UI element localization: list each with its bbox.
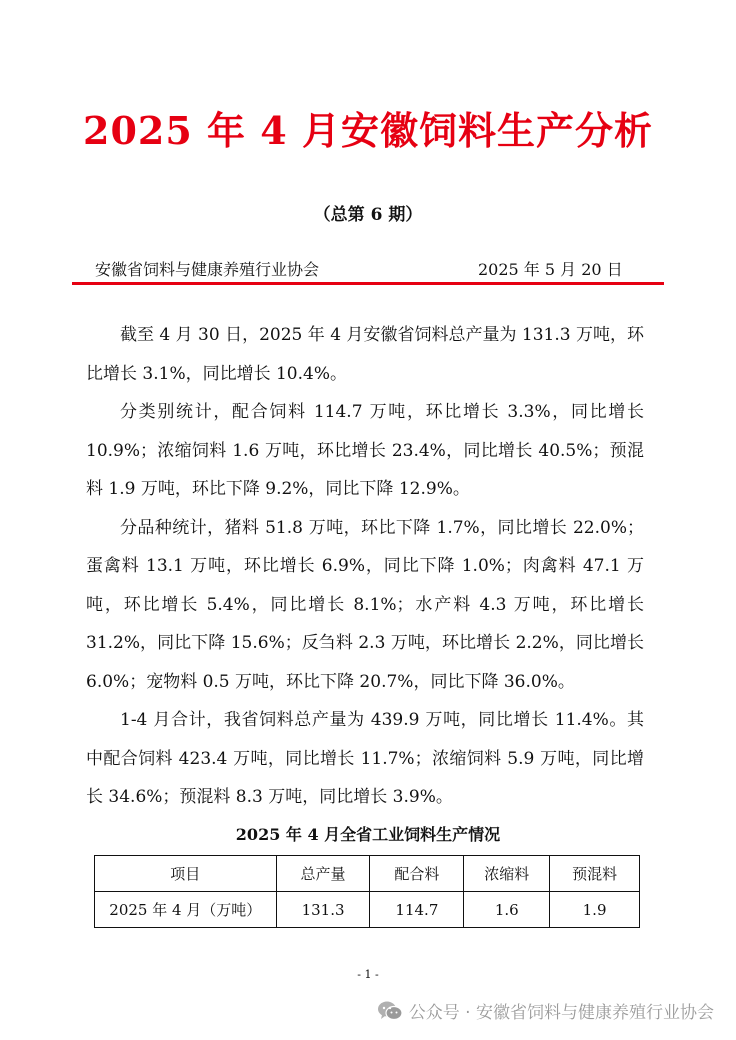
table-header-cell: 浓缩料	[464, 856, 550, 892]
production-table	[94, 855, 640, 928]
table-cell: 1.9	[550, 892, 640, 928]
table-cell: 2025 年 4 月（万吨）	[95, 892, 277, 928]
table-header-cell: 项目	[95, 856, 277, 892]
document-title: 2025 年 4 月安徽饲料生产分析	[83, 108, 653, 153]
page-number: - 1 -	[357, 968, 379, 981]
table-row	[95, 892, 640, 928]
table-cell: 114.7	[370, 892, 464, 928]
body-text	[86, 316, 644, 817]
table-header-cell: 配合料	[370, 856, 464, 892]
paragraph-by-category: 分类别统计，配合饲料 114.7 万吨，环比增长 3.3%，同比增长 10.9%；浓缩饲料 1.6 万吨，环比增长 23.4%，同比增长 40.5%；预混料 1.9 万吨，环比下降 9.2%，同比下降 12.9%。	[86, 402, 644, 499]
publish-date: 2025 年 5 月 20 日	[478, 260, 623, 279]
table-cell: 1.6	[464, 892, 550, 928]
issue-number: （总第 6 期）	[313, 205, 423, 225]
table-header-row	[95, 856, 640, 892]
paragraph-total: 截至 4 月 30 日，2025 年 4 月安徽省饲料总产量为 131.3 万吨，环比增长 3.1%，同比增长 10.4%。	[86, 325, 644, 384]
header-divider	[72, 282, 664, 285]
paragraph-by-variety: 分品种统计，猪料 51.8 万吨，环比下降 1.7%，同比增长 22.0%；蛋禽料 13.1 万吨，环比增长 6.9%，同比下降 1.0%；肉禽料 47.1 万吨，环比增长 5.4%，同比增长 8.1%；水产料 4.3 万吨，环比增长 31.2%，同比下降 15.6%；反刍料 2.3 万吨，环比增长 2.2%，同比增长 6.0%；宠物料 0.5 万吨，环比下降 20.7%，同比下降 36.0%。	[86, 517, 644, 692]
table-title: 2025 年 4 月全省工业饲料生产情况	[235, 825, 501, 844]
publisher-name: 安徽省饲料与健康养殖行业协会	[95, 260, 320, 279]
table-header-cell: 预混料	[550, 856, 640, 892]
table-cell: 131.3	[276, 892, 370, 928]
watermark	[377, 998, 714, 1023]
wechat-icon	[377, 1000, 403, 1022]
paragraph-cumulative: 1-4 月合计，我省饲料总产量为 439.9 万吨，同比增长 11.4%。其中配合饲料 423.4 万吨，同比增长 11.7%；浓缩饲料 5.9 万吨，同比增长 34.6%；预混料 8.3 万吨，同比增长 3.9%。	[86, 710, 644, 807]
watermark-text: 公众号 · 安徽省饲料与健康养殖行业协会	[408, 1003, 714, 1023]
table-header-cell: 总产量	[276, 856, 370, 892]
